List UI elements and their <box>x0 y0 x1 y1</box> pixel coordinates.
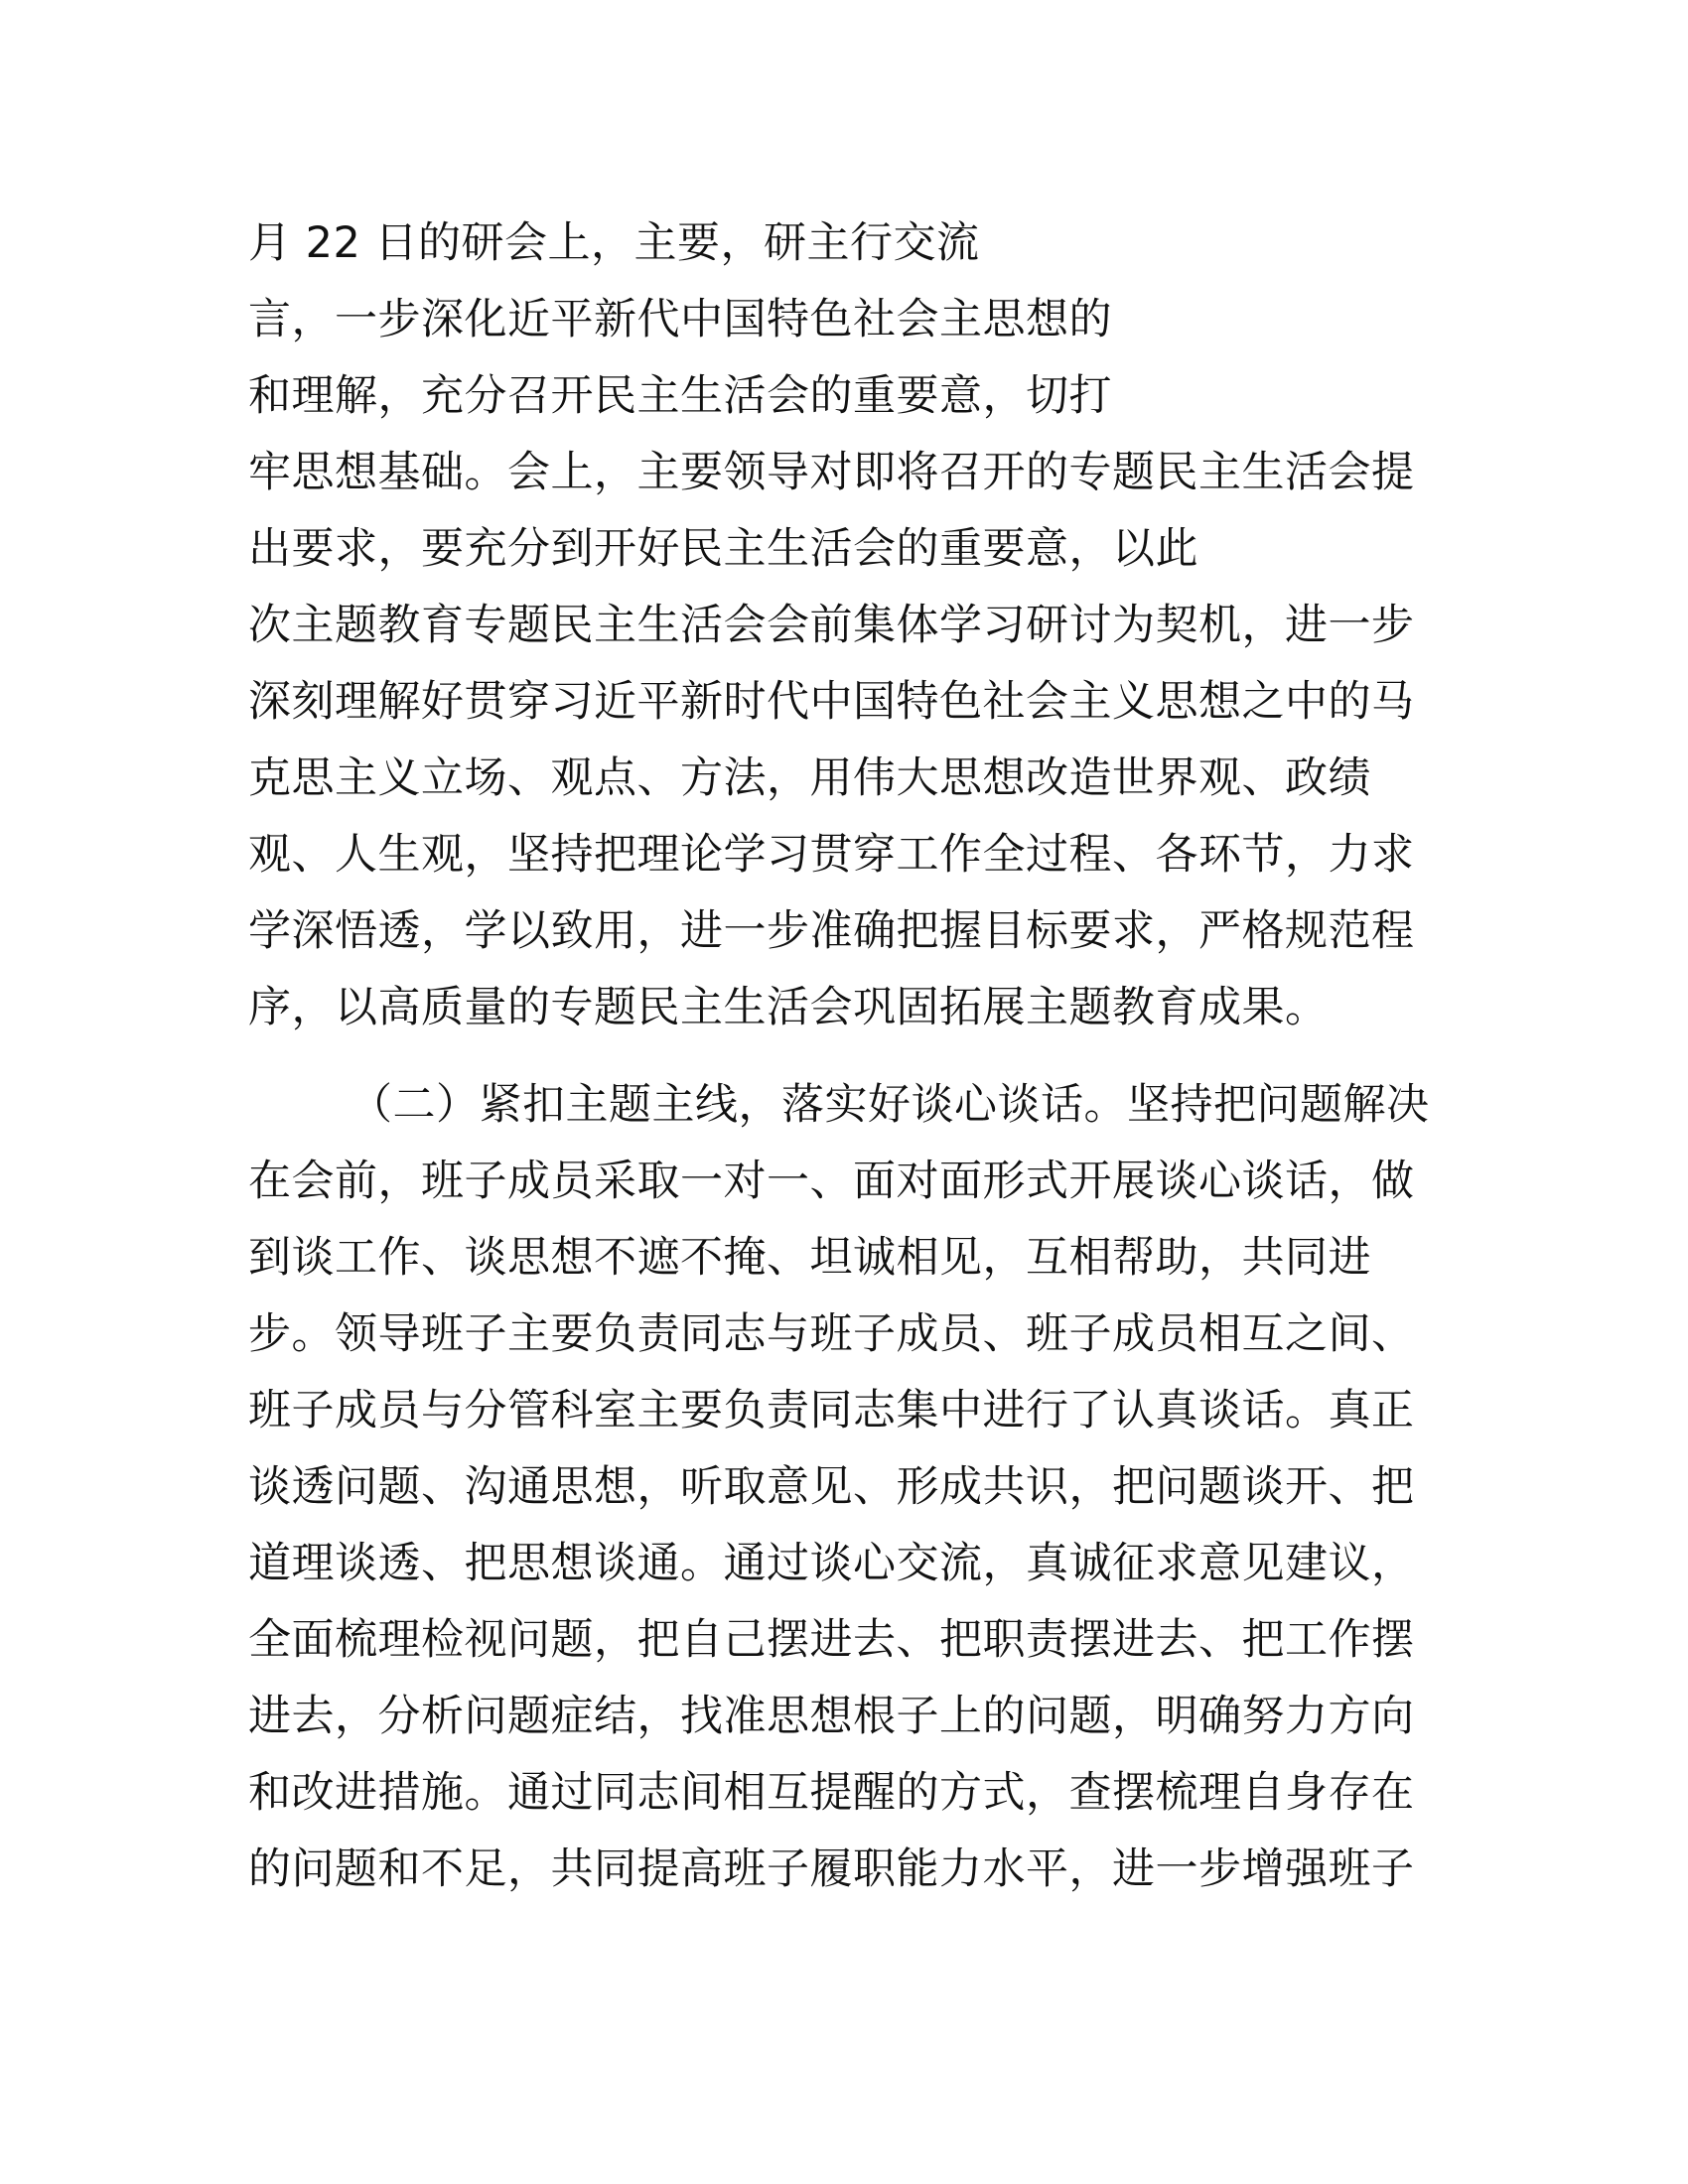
text-line: 深刻理解好贯穿习近平新时代中国特色社会主义思想之中的马 <box>248 677 1415 727</box>
text-line: 进去，分析问题症结，找准思想根子上的问题，明确努力方向 <box>248 1692 1415 1741</box>
text-line: 牢思想基础。会上，主要领导对即将召开的专题民主生活会提 <box>248 448 1415 497</box>
text-line: 道理谈透、把思想谈通。通过谈心交流，真诚征求意见建议， <box>248 1539 1415 1588</box>
text-line: 次主题教育专题民主生活会会前集体学习研讨为契机，进一步 <box>248 601 1415 650</box>
text-line: 和理解，充分召开民主生活会的重要意，切打 <box>248 371 1112 421</box>
text-line: 月 22 日的研会上，主要，研主行交流 <box>248 218 980 268</box>
text-line: 全面梳理检视问题，把自己摆进去、把职责摆进去、把工作摆 <box>248 1615 1415 1665</box>
text-line: 出要求，要充分到开好民主生活会的重要意，以此 <box>248 524 1198 574</box>
text-line: 的问题和不足，共同提高班子履职能力水平，进一步增强班子 <box>248 1844 1415 1894</box>
text-line: 序，以高质量的专题民主生活会巩固拓展主题教育成果。 <box>248 983 1329 1032</box>
text-line: 班子成员与分管科室主要负责同志集中进行了认真谈话。真正 <box>248 1386 1415 1435</box>
text-line: 言，一步深化近平新代中国特色社会主思想的 <box>248 295 1112 344</box>
text-line: 在会前，班子成员采取一对一、面对面形式开展谈心谈话，做 <box>248 1157 1415 1206</box>
text-line: 到谈工作、谈思想不遮不掩、坦诚相见，互相帮助，共同进 <box>248 1233 1371 1283</box>
text-line: 观、人生观，坚持把理论学习贯穿工作全过程、各环节，力求 <box>248 830 1415 880</box>
text-line: 谈透问题、沟通思想，听取意见、形成共识，把问题谈开、把 <box>248 1462 1415 1512</box>
text-line: 学深悟透，学以致用，进一步准确把握目标要求，严格规范程 <box>248 906 1415 956</box>
text-line: 和改进措施。通过同志间相互提醒的方式，查摆梳理自身存在 <box>248 1768 1415 1818</box>
text-line: 克思主义立场、观点、方法，用伟大思想改造世界观、政绩 <box>248 753 1371 803</box>
paragraph-start-line: （二）紧扣主题主线，落实好谈心谈话。坚持把问题解决 <box>350 1080 1430 1130</box>
text-line: 步。领导班子主要负责同志与班子成员、班子成员相互之间、 <box>248 1309 1415 1359</box>
